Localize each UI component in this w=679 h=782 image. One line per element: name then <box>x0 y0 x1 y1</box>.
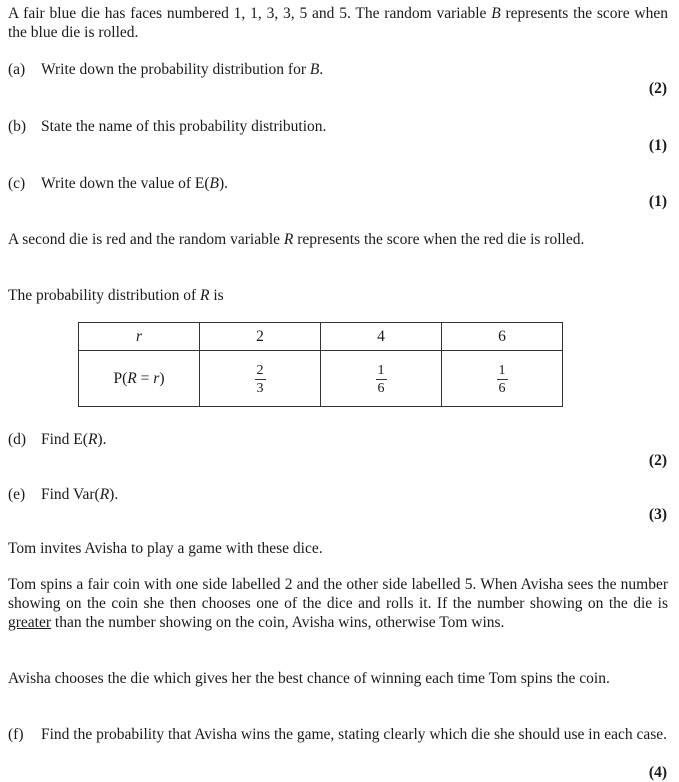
second-die-paragraph <box>8 230 668 249</box>
text-segment: A fair blue die has faces numbered 1, 1, 3, 3, 5 and 5. The random variable <box>8 5 492 22</box>
choice-paragraph <box>8 669 668 688</box>
rules-paragraph <box>8 575 668 632</box>
prob-cell <box>200 351 321 407</box>
text-segment: Write down the value of E( <box>41 175 210 192</box>
fraction <box>255 362 266 397</box>
variable-label: r <box>135 328 143 345</box>
header-cell <box>79 323 200 351</box>
marks: (4) <box>648 764 667 781</box>
prob-label-cell <box>79 351 200 407</box>
text-segment: ). <box>109 486 119 503</box>
denominator: 6 <box>377 381 385 396</box>
text-segment: State the name of this probability distribution. <box>41 118 327 135</box>
part-label: (d) <box>8 431 27 448</box>
invite-paragraph <box>8 539 668 558</box>
value-cell: 2 <box>200 323 321 351</box>
numerator: 1 <box>377 363 385 378</box>
part-text <box>41 60 668 79</box>
text-segment: ). <box>97 431 107 448</box>
part-label: (f) <box>8 726 24 743</box>
math-variable: R <box>283 231 294 248</box>
text-segment: The probability distribution of <box>8 287 201 304</box>
prob-cell <box>321 351 442 407</box>
probability-table <box>78 322 563 407</box>
text-segment: A second die is red and the random variable <box>8 231 284 248</box>
numerator: 2 <box>256 363 264 378</box>
marks: (3) <box>648 506 667 523</box>
part-text <box>41 174 668 193</box>
math-variable: B <box>309 61 320 78</box>
part-label: (b) <box>8 118 27 135</box>
text-segment: Avisha chooses the die which gives her the best chance of winning each time Tom spins the coin. <box>8 670 610 687</box>
marks: (1) <box>648 193 667 210</box>
text-segment: is <box>209 287 224 304</box>
emphasis-text: greater <box>8 614 52 631</box>
text-segment: represents the score when the red die is rolled. <box>293 231 585 248</box>
text-segment: Find E( <box>41 431 88 448</box>
label-part: r <box>153 370 160 387</box>
part-label: (e) <box>8 486 26 503</box>
text-segment: Find Var( <box>41 486 100 503</box>
part-text <box>41 485 668 504</box>
marks: (2) <box>648 452 667 469</box>
part-text <box>41 725 668 744</box>
label-part: P( <box>113 370 128 387</box>
math-variable: R <box>87 431 98 448</box>
marks: (1) <box>648 137 667 154</box>
fraction <box>376 362 387 397</box>
math-variable: R <box>200 287 210 304</box>
part-label: (a) <box>8 61 26 78</box>
text-segment: represents the score when the blue die is rolled. <box>8 5 668 41</box>
text-segment: . <box>319 61 324 78</box>
denominator: 3 <box>256 381 264 396</box>
label-part: ) <box>159 370 165 387</box>
text-segment: than the number showing on the coin, Avisha wins, otherwise Tom wins. <box>51 614 505 631</box>
math-variable: R <box>99 486 110 503</box>
text-segment: Write down the probability distribution for <box>41 61 310 78</box>
part-text <box>41 430 668 449</box>
math-variable: B <box>209 175 219 192</box>
math-variable: B <box>491 5 501 22</box>
text-segment: Tom spins a fair coin with one side labelled 2 and the other side labelled 5. When Avisha sees the number showing on the coin she then chooses one of the dice and rolls it. If the number showing on the die is <box>8 576 668 612</box>
part-label: (c) <box>8 175 26 192</box>
label-part: = <box>136 370 154 387</box>
intro-paragraph <box>8 4 668 42</box>
text-segment: Find the probability that Avisha wins the game, stating clearly which die she should use in each case. <box>41 726 668 743</box>
text-segment: Tom invites Avisha to play a game with these dice. <box>8 540 323 557</box>
prob-cell <box>442 351 563 407</box>
distribution-intro <box>8 286 668 305</box>
marks: (2) <box>648 80 667 97</box>
numerator: 1 <box>498 363 506 378</box>
fraction <box>497 362 508 397</box>
text-segment: ). <box>219 175 229 192</box>
value-cell: 6 <box>442 323 563 351</box>
denominator: 6 <box>498 381 506 396</box>
value-cell: 4 <box>321 323 442 351</box>
label-part: R <box>127 370 137 387</box>
part-text <box>41 117 668 136</box>
